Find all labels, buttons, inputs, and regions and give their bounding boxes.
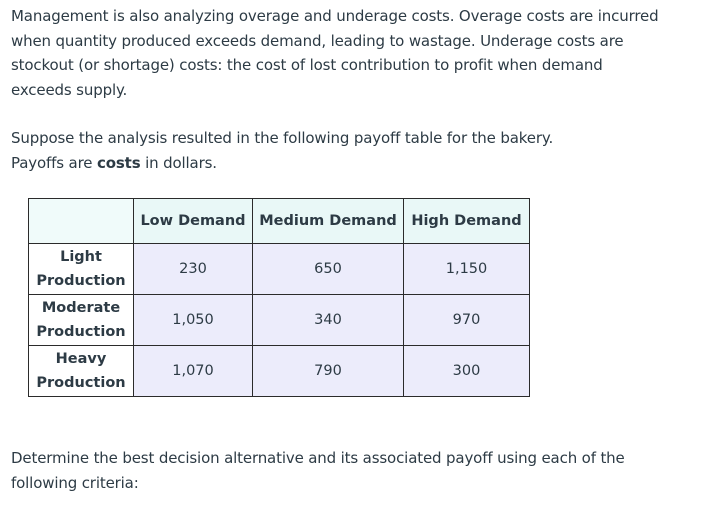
table-cell: 300 bbox=[404, 346, 530, 397]
intro-line: Management is also analyzing overage and underage costs. Overage costs are incurred bbox=[11, 7, 659, 25]
table-cell: 1,070 bbox=[134, 346, 253, 397]
intro-line: exceeds supply. bbox=[11, 80, 128, 99]
setup-text-post: in dollars. bbox=[140, 153, 217, 172]
setup-line: Suppose the analysis resulted in the following payoff table for the bakery. bbox=[11, 129, 554, 147]
row-header-heavy-production: Heavy Production bbox=[29, 346, 134, 397]
column-header-high-demand: High Demand bbox=[404, 199, 530, 244]
table-cell: 790 bbox=[253, 346, 404, 397]
table-row bbox=[29, 244, 530, 295]
table-cell: 230 bbox=[134, 244, 253, 295]
setup-line bbox=[11, 151, 711, 176]
intro-paragraph bbox=[11, 4, 711, 102]
column-header-low-demand: Low Demand bbox=[134, 199, 253, 244]
table-row bbox=[29, 346, 530, 397]
payoff-table bbox=[28, 198, 530, 397]
costs-emphasis: costs bbox=[97, 153, 141, 172]
table-cell: 1,050 bbox=[134, 295, 253, 346]
question-line: following criteria: bbox=[11, 473, 139, 492]
question-line: Determine the best decision alternative and its associated payoff using each of the bbox=[11, 449, 625, 467]
table-cell: 970 bbox=[404, 295, 530, 346]
setup-text-pre: Payoffs are bbox=[11, 153, 97, 172]
table-corner-cell bbox=[29, 199, 134, 244]
question-paragraph bbox=[11, 446, 711, 495]
table-header-row bbox=[29, 199, 530, 244]
intro-line: when quantity produced exceeds demand, leading to wastage. Underage costs are bbox=[11, 31, 624, 50]
table-cell: 340 bbox=[253, 295, 404, 346]
intro-line: stockout (or shortage) costs: the cost of lost contribution to profit when demand bbox=[11, 56, 603, 74]
setup-paragraph bbox=[11, 126, 711, 175]
row-header-moderate-production: Moderate Production bbox=[29, 295, 134, 346]
table-cell: 650 bbox=[253, 244, 404, 295]
row-header-light-production: Light Production bbox=[29, 244, 134, 295]
table-cell: 1,150 bbox=[404, 244, 530, 295]
column-header-medium-demand: Medium Demand bbox=[253, 199, 404, 244]
table-row bbox=[29, 295, 530, 346]
